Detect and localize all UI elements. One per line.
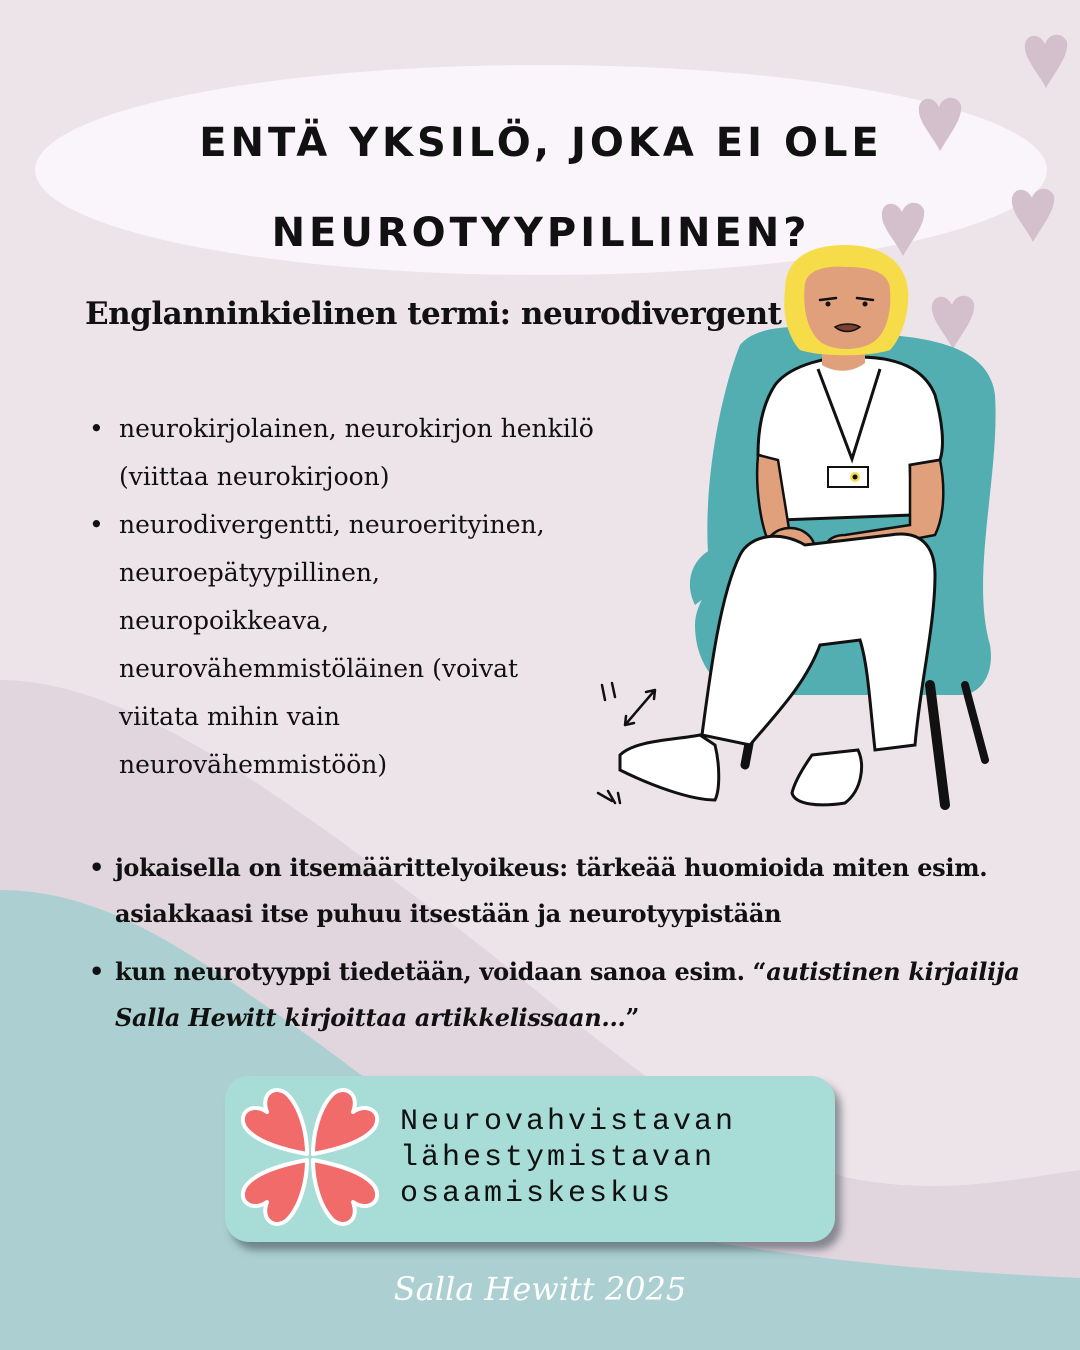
left-shoe: [620, 735, 719, 800]
list-item: [85, 845, 1045, 937]
bullet-icon: •: [89, 510, 104, 539]
list-item: [85, 949, 1045, 1041]
bullet-icon: •: [89, 957, 105, 986]
heart-icon: [1010, 186, 1056, 242]
list-item-text: kun neurotyyppi tiedetään, voidaan sanoa esim. “: [115, 957, 767, 986]
title-line-1: ENTÄ YKSILÖ, JOKA EI OLE: [199, 120, 883, 166]
organization-name: [400, 1104, 736, 1212]
logo-line-1: Neurovahvistavan: [400, 1105, 737, 1139]
notes-list: [85, 845, 1045, 1053]
list-item-text: jokaisella on itsemäärittelyoikeus: tärkeää huomioida miten esim. asiakkaasi itse puhuu itsestään ja neurotyypistään: [115, 853, 988, 928]
list-item-text: neurokirjolainen, neurokirjon henkilö (viittaa neurokirjoon): [119, 414, 594, 491]
list-item: [85, 405, 595, 501]
author-signature: Salla Hewitt 2025: [393, 1270, 687, 1308]
logo-line-3: osaamiskeskus: [400, 1177, 674, 1211]
list-item-text: neurodivergentti, neuroerityinen, neuroepätyypillinen, neuropoikkeava, neurovähemmistöläinen (voivat viitata mihin vain neurovähemmistöön): [119, 510, 545, 779]
motion-arrow-icon: [625, 690, 655, 725]
subtitle: Englanninkielinen termi: neurodivergent: [85, 296, 782, 332]
title-line-2: NEUROTYYPILLINEN?: [271, 210, 811, 256]
example-quote: autistinen kirjailija Salla Hewitt kirjoittaa artikkelissaan...: [115, 957, 1020, 1032]
white-pants: [702, 534, 935, 750]
quote-close: ”: [625, 1003, 640, 1032]
heart-icon: [917, 95, 963, 151]
terms-list: [85, 405, 595, 789]
person-sitting-illustration: [590, 245, 1030, 825]
logo-line-2: lähestymistavan: [400, 1141, 716, 1175]
bullet-icon: •: [89, 853, 105, 882]
right-shoe: [792, 750, 862, 805]
heart-icon: [1023, 32, 1069, 88]
face: [804, 267, 890, 349]
bullet-icon: •: [89, 414, 104, 443]
four-hearts-clover-icon: [235, 1082, 385, 1232]
sunflower-lanyard-badge: [828, 467, 868, 487]
motion-lines: [598, 683, 620, 803]
organization-logo: [225, 1076, 835, 1242]
chair-leg: [930, 685, 945, 805]
chair-leg: [965, 685, 985, 760]
list-item: [85, 501, 595, 789]
